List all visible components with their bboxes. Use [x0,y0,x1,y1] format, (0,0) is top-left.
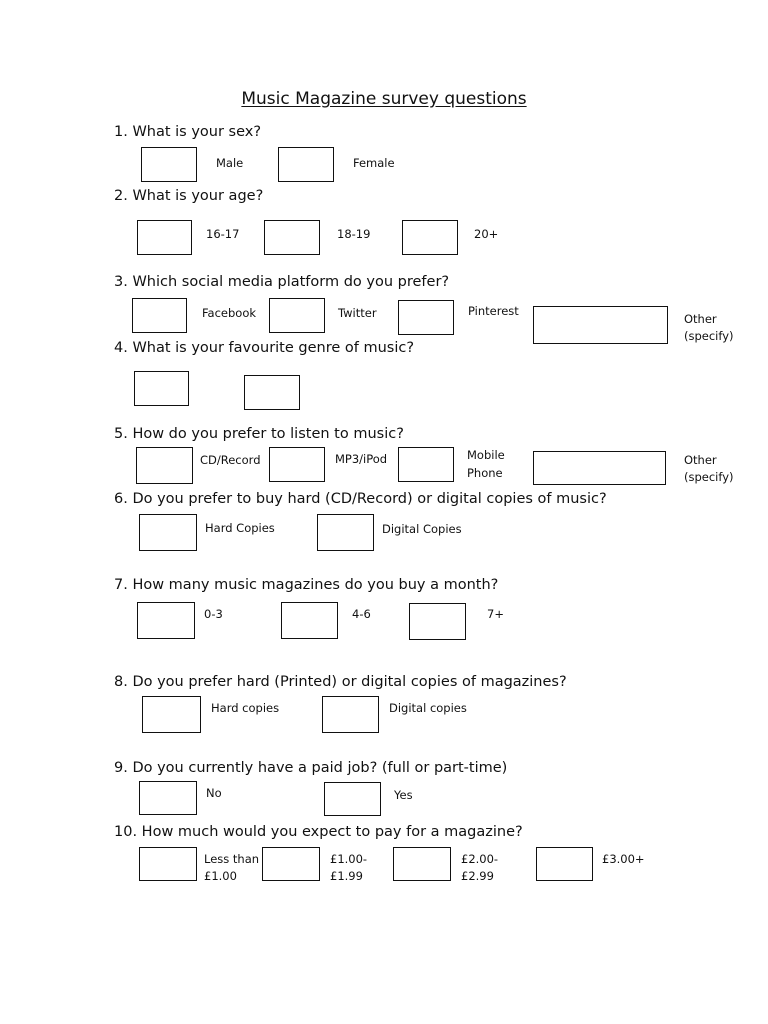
option-label: Pinterest [468,304,519,318]
option-label: Facebook [202,306,257,320]
checkbox-cd-record[interactable] [136,447,193,484]
checkbox-hard-copies-magazines[interactable] [142,696,201,733]
other-specify-field[interactable] [533,306,668,344]
option-label: Female [353,156,395,170]
question-8: 8. Do you prefer hard (Printed) or digital copies of magazines? [114,674,567,690]
option-label: £3.00+ [602,852,645,866]
option-label: Hard copies [211,701,280,715]
question-9: 9. Do you currently have a paid job? (full or part-time) [114,760,508,776]
checkbox-digital-copies-magazines[interactable] [322,696,379,733]
option-label: Hard Copies [205,521,275,535]
checkbox-facebook[interactable] [132,298,187,333]
other-label: Other [684,453,717,467]
checkbox-7-plus[interactable] [409,603,466,640]
option-label: 16-17 [206,227,240,241]
checkbox-mp3-ipod[interactable] [269,447,325,482]
checkbox-mobile-phone[interactable] [398,447,454,482]
option-label: 0-3 [204,607,223,621]
checkbox-twitter[interactable] [269,298,325,333]
checkbox-female[interactable] [278,147,334,182]
phone-label: Phone [467,466,503,480]
checkbox-age-20-plus[interactable] [402,220,458,255]
option-label: Twitter [338,306,377,320]
option-label: No [206,786,222,800]
option-label: 18-19 [337,227,371,241]
checkbox-4-6[interactable] [281,602,338,639]
option-label: £1.99 [330,869,363,883]
checkbox-1-to-1-99[interactable] [262,847,320,881]
option-label: £1.00 [204,869,237,883]
question-10: 10. How much would you expect to pay for a magazine? [114,824,523,840]
checkbox-no[interactable] [139,781,197,815]
option-label: 4-6 [352,607,371,621]
specify-label: (specify) [684,470,734,484]
option-label: Less than [204,852,260,866]
question-5: 5. How do you prefer to listen to music? [114,426,404,442]
checkbox-pinterest[interactable] [398,300,454,335]
question-4: 4. What is your favourite genre of music? [114,340,415,356]
other-specify-field[interactable] [533,451,666,485]
option-label: £2.99 [461,869,494,883]
question-2: 2. What is your age? [114,188,264,204]
question-7: 7. How many music magazines do you buy a month? [114,577,499,593]
checkbox-age-16-17[interactable] [137,220,192,255]
option-label: 20+ [474,227,499,241]
checkbox-digital-copies[interactable] [317,514,374,551]
option-label: Yes [394,788,413,802]
question-3: 3. Which social media platform do you prefer? [114,274,450,290]
checkbox-3-plus[interactable] [536,847,593,881]
checkbox-hard-copies[interactable] [139,514,197,551]
genre-answer-box[interactable] [244,375,300,410]
option-label: 7+ [487,607,504,621]
mobile-label: Mobile [467,448,505,462]
checkbox-less-than-1[interactable] [139,847,197,881]
option-label: CD/Record [200,453,261,467]
question-6: 6. Do you prefer to buy hard (CD/Record) or digital copies of music? [114,491,607,507]
checkbox-male[interactable] [141,147,197,182]
checkbox-2-to-2-99[interactable] [393,847,451,881]
checkbox-yes[interactable] [324,782,381,816]
checkbox-age-18-19[interactable] [264,220,320,255]
option-label: £1.00- [330,852,368,866]
page-title: Music Magazine survey questions [241,89,527,109]
option-label: MP3/iPod [335,452,388,466]
other-label: Other [684,312,717,326]
option-label: Male [216,156,244,170]
genre-answer-box[interactable] [134,371,189,406]
question-1: 1. What is your sex? [114,124,262,140]
option-label: Digital copies [389,701,467,715]
option-label: Digital Copies [382,522,462,536]
option-label: £2.00- [461,852,499,866]
checkbox-0-3[interactable] [137,602,195,639]
specify-label: (specify) [684,329,734,343]
